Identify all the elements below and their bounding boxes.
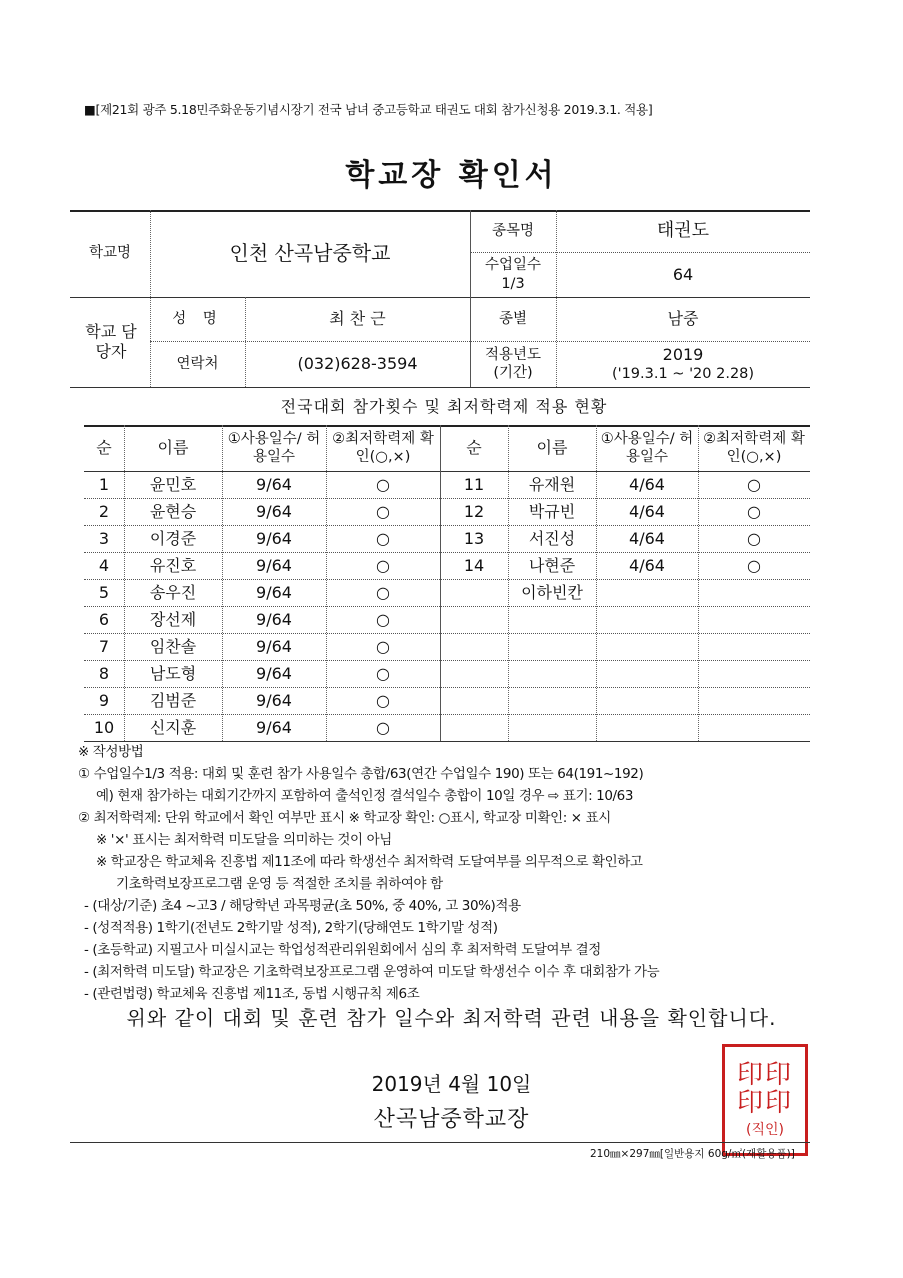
note-line: ※ 학교장은 학교체육 진흥법 제11조에 따라 학생선수 최저학력 도달여부를 의무적으로 확인하고 (96, 854, 643, 870)
row-number: 6 (98, 609, 110, 629)
min-academic-check: ○ (747, 555, 761, 575)
used-days: 9/64 (256, 528, 292, 548)
note-line: ※ 작성방법 (78, 744, 144, 760)
used-days (596, 606, 698, 633)
year-value: 2019 (662, 344, 704, 364)
year-label: 적용년도 (기간) (484, 346, 542, 381)
name-label: 성 명 (172, 310, 223, 327)
row-number (440, 606, 508, 633)
note-line: - (성적적용) 1학기(전년도 2학기말 성적), 2학기(당해연도 1학기말 성적) (84, 920, 498, 936)
seal-stamp-label: (직인) (746, 1122, 784, 1138)
athlete-name: 신지훈 (149, 717, 197, 737)
official-seal-icon (722, 1044, 808, 1156)
contact-label: 학교 담당자 (85, 322, 137, 361)
athlete-name: 서진성 (528, 528, 576, 548)
used-days: 4/64 (629, 528, 665, 548)
event-label: 종목명 (491, 222, 535, 239)
min-academic-check: ○ (376, 717, 390, 737)
athlete-name: 남도형 (149, 663, 197, 683)
row-number (440, 633, 508, 660)
athlete-name (508, 606, 596, 633)
header-used-days: ①사용일수/ 허용일수 (227, 430, 321, 465)
note-line: ① 수업일수1/3 적용: 대회 및 훈련 참가 사용일수 총합/63(연간 수업일수 190) 또는 64(191~192) (78, 766, 644, 782)
athlete-name: 박규빈 (528, 501, 576, 521)
athlete-name: 장선제 (149, 609, 197, 629)
header-no: 순 (466, 438, 482, 457)
row-number (440, 660, 508, 687)
used-days: 4/64 (629, 474, 665, 494)
min-academic-check: ○ (376, 663, 390, 683)
min-academic-check: ○ (747, 501, 761, 521)
note-line: - (대상/기준) 초4 ~고3 / 해당학년 과목평균(초 50%, 중 40%, 고 30%)적용 (84, 898, 521, 914)
header-name: 이름 (536, 438, 568, 457)
min-academic-check (698, 660, 810, 687)
note-line: 예) 현재 참가하는 대회기간까지 포함하여 출석인정 결석일수 총합이 10일 경우 ⇨ 표기: 10/63 (96, 788, 634, 804)
used-days (596, 660, 698, 687)
row-number: 10 (93, 717, 115, 737)
athlete-name: 윤현승 (149, 501, 197, 521)
row-number: 5 (98, 582, 110, 602)
athlete-name: 윤민호 (149, 474, 197, 494)
principal-signature: 산곡남중학교장 (373, 1107, 530, 1132)
header-no: 순 (96, 438, 112, 457)
min-academic-check: ○ (747, 474, 761, 494)
days-label: 수업일수 1/3 (484, 257, 542, 292)
contact-name: 최 찬 근 (329, 309, 386, 328)
row-number: 14 (463, 555, 485, 575)
note-line: ② 최저학력제: 단위 학교에서 확인 여부만 표시 ※ 학교장 확인: ○표시, 학교장 미확인: × 표시 (78, 810, 611, 826)
event-value: 태권도 (656, 219, 710, 241)
seal-characters: 印印 印印 (736, 1060, 793, 1118)
row-number: 11 (463, 474, 485, 494)
min-academic-check (698, 714, 810, 741)
min-academic-check: ○ (376, 609, 390, 629)
used-days (596, 687, 698, 714)
row-number: 2 (98, 501, 110, 521)
used-days: 9/64 (256, 582, 292, 602)
row-number: 8 (98, 663, 110, 683)
used-days: 4/64 (629, 555, 665, 575)
min-academic-check: ○ (376, 582, 390, 602)
athlete-name: 이경준 (149, 528, 197, 548)
phone-value: (032)628-3594 (297, 354, 418, 373)
min-academic-check: ○ (747, 528, 761, 548)
header-min-academic: ②최저학력제 확인(○,×) (332, 430, 434, 465)
gender-value: 남중 (667, 309, 699, 328)
note-line: - (최저학력 미도달) 학교장은 기초학력보장프로그램 운영하여 미도달 학생선수 이수 후 대회참가 가능 (84, 964, 660, 980)
min-academic-check (698, 579, 810, 606)
days-value: 64 (672, 264, 694, 284)
athlete-name: 유진호 (149, 555, 197, 575)
school-name: 인천 산곡남중학교 (229, 241, 391, 265)
header-used-days: ①사용일수/ 허용일수 (600, 430, 694, 465)
row-number: 12 (463, 501, 485, 521)
used-days: 9/64 (256, 609, 292, 629)
note-line: ※ '×' 표시는 최저학력 미도달을 의미하는 것이 아님 (96, 832, 392, 848)
table-bottom-border (84, 741, 810, 742)
used-days: 9/64 (256, 690, 292, 710)
row-number (440, 579, 508, 606)
min-academic-check (698, 606, 810, 633)
paper-size-note: 210㎜×297㎜[일반용지 60g/㎡(재활용품)] (590, 1148, 795, 1160)
min-academic-check: ○ (376, 474, 390, 494)
athlete-name: 이하빈칸 (521, 582, 583, 602)
used-days (596, 714, 698, 741)
used-days: 9/64 (256, 501, 292, 521)
row-number: 1 (98, 474, 110, 494)
section-title: 전국대회 참가횟수 및 최저학력제 적용 현황 (280, 397, 608, 416)
issue-date: 2019년 4월 10일 (371, 1072, 532, 1096)
header-name: 이름 (157, 438, 189, 457)
header-min-academic: ②최저학력제 확인(○,×) (703, 430, 805, 465)
note-line: - (관련법령) 학교체육 진흥법 제11조, 동법 시행규칙 제6조 (84, 986, 420, 1002)
min-academic-check (698, 687, 810, 714)
row-number: 7 (98, 636, 110, 656)
athlete-name (508, 633, 596, 660)
year-cell (556, 341, 810, 387)
phone-label: 연락처 (176, 355, 219, 372)
note-line: - (초등학교) 지필고사 미실시교는 학업성적관리위원회에서 심의 후 최저학력 도달여부 결정 (84, 942, 601, 958)
athlete-name: 김범준 (149, 690, 197, 710)
athlete-name (508, 660, 596, 687)
athlete-name: 나현준 (528, 555, 576, 575)
note-line: 기초학력보장프로그램 운영 등 적절한 조치를 취하여야 함 (116, 876, 443, 892)
used-days: 9/64 (256, 717, 292, 737)
used-days (596, 633, 698, 660)
min-academic-check: ○ (376, 690, 390, 710)
row-number: 3 (98, 528, 110, 548)
used-days: 9/64 (256, 636, 292, 656)
row-number: 13 (463, 528, 485, 548)
header-note: ■[제21회 광주 5.18민주화운동기념시장기 전국 남녀 중고등학교 태권도 대회 참가신청용 2019.3.1. 적용] (84, 102, 653, 117)
athlete-name (508, 714, 596, 741)
athlete-name (508, 687, 596, 714)
min-academic-check: ○ (376, 528, 390, 548)
used-days (596, 579, 698, 606)
row-number (440, 687, 508, 714)
period-value: ('19.3.1 ~ '20 2.28) (611, 365, 755, 382)
row-number (440, 714, 508, 741)
used-days: 4/64 (629, 501, 665, 521)
confirmation-statement: 위와 같이 대회 및 훈련 참가 일수와 최저학력 관련 내용을 확인합니다. (126, 1006, 777, 1030)
school-label: 학교명 (88, 245, 132, 262)
min-academic-check: ○ (376, 636, 390, 656)
min-academic-check: ○ (376, 555, 390, 575)
used-days: 9/64 (256, 474, 292, 494)
used-days: 9/64 (256, 663, 292, 683)
min-academic-check (698, 633, 810, 660)
athlete-name: 유재원 (528, 474, 576, 494)
athlete-name: 송우진 (149, 582, 197, 602)
footer-divider (70, 1142, 810, 1143)
row-number: 4 (98, 555, 110, 575)
gender-label: 종별 (498, 310, 527, 327)
athlete-name: 임찬솔 (149, 636, 197, 656)
min-academic-check: ○ (376, 501, 390, 521)
used-days: 9/64 (256, 555, 292, 575)
info-divider (70, 387, 810, 388)
document-title: 학교장 확인서 (345, 158, 558, 193)
row-number: 9 (98, 690, 110, 710)
